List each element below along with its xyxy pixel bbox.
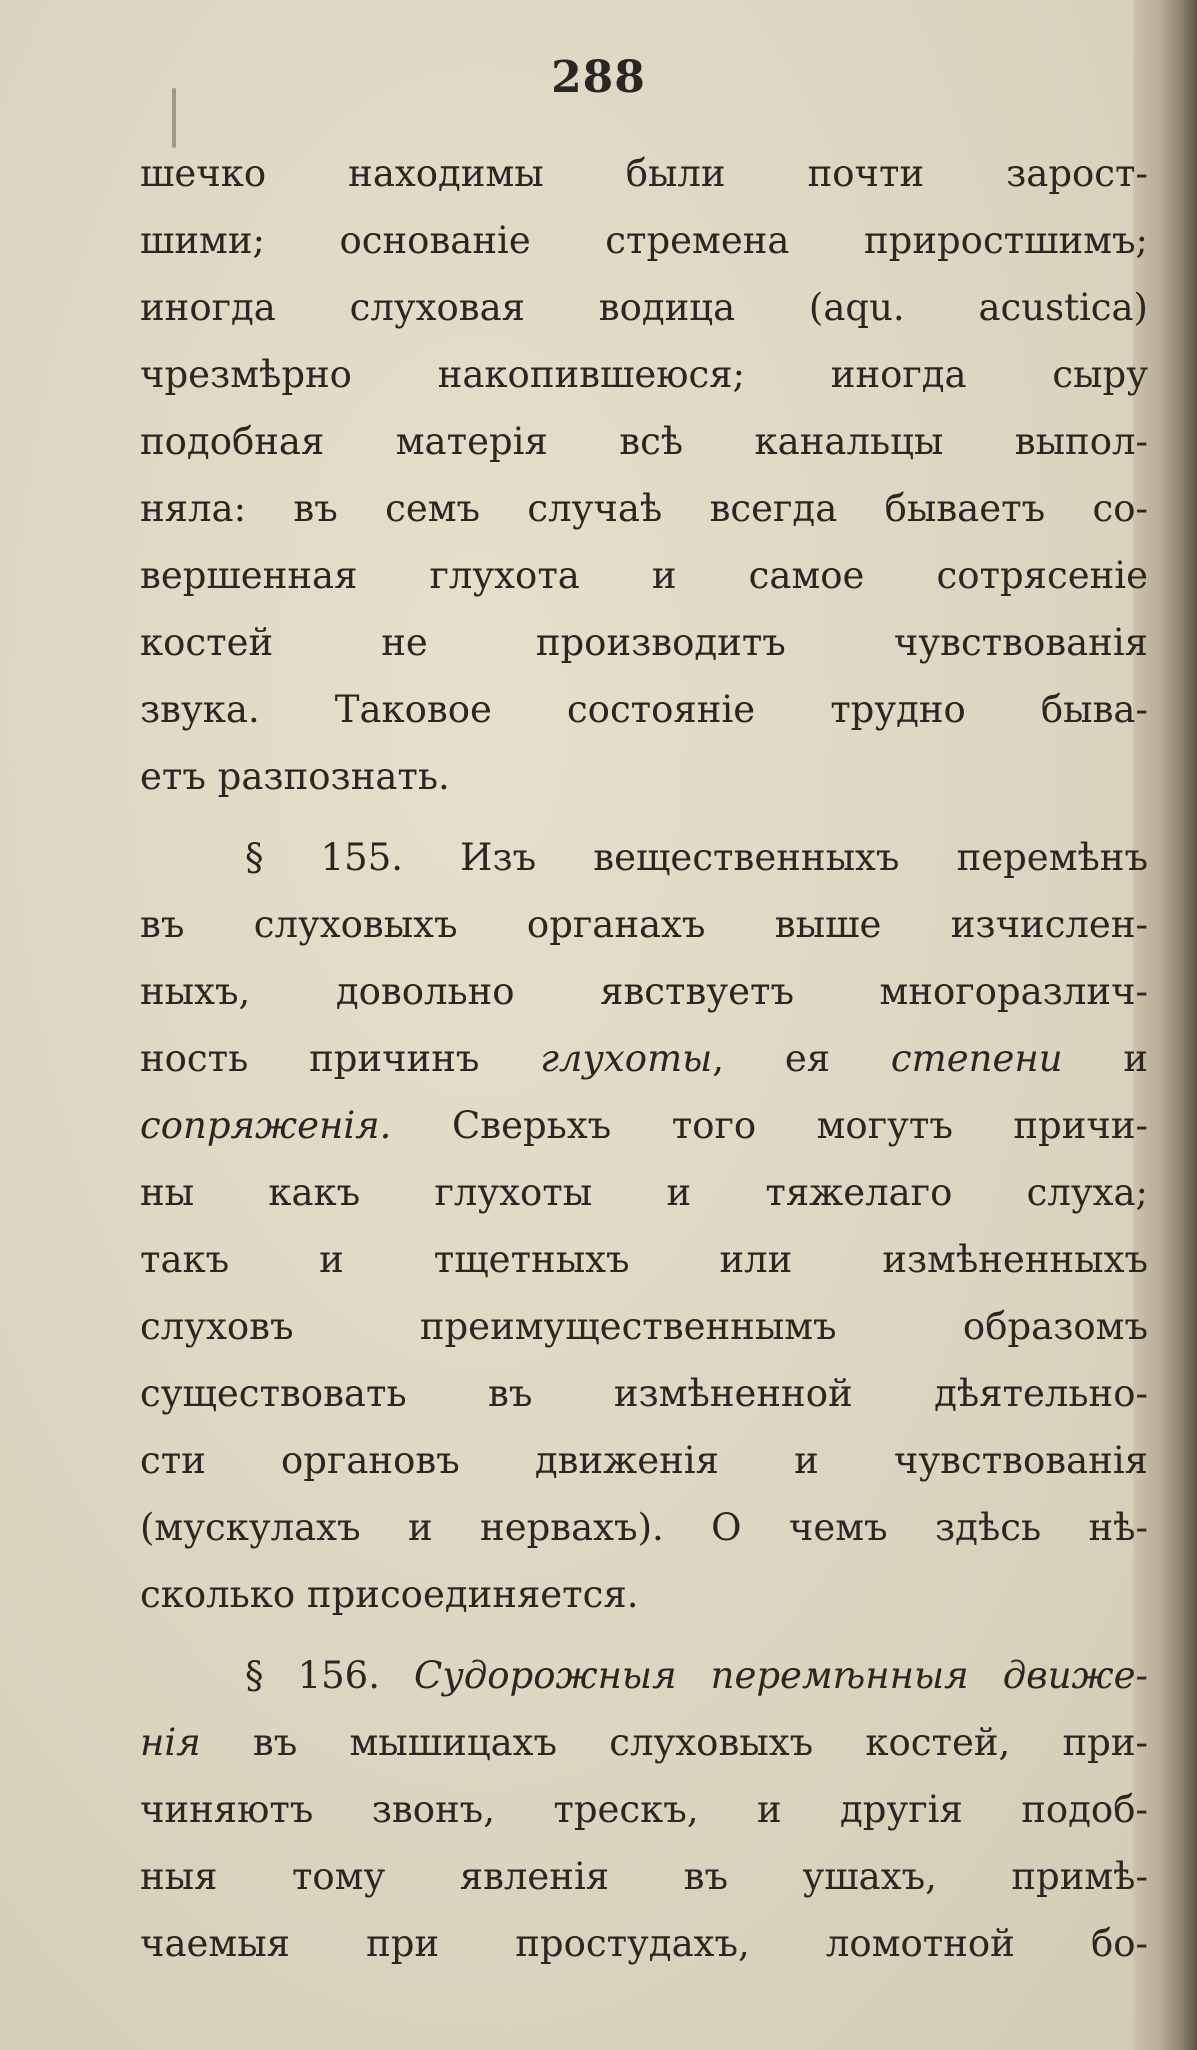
text-line: слуховъ преимущественнымъ образомъ — [140, 1305, 1148, 1348]
text-line: въ слуховыхъ органахъ выше изчислен- — [140, 903, 1148, 946]
text-line: шими; основаніе стремена приростшимъ; — [140, 219, 1148, 262]
text-line: шечко находимы были почти зарост- — [140, 152, 1148, 195]
text-run: въ мышицахъ слуховыхъ костей, при- — [200, 1721, 1148, 1764]
text-line — [140, 1709, 1148, 1776]
text-line: етъ разпознать. — [140, 755, 450, 798]
text-line: иногда слуховая водица (aqu. acustica) — [140, 286, 1148, 329]
text-line: ны какъ глухоты и тяжелаго слуха; — [140, 1171, 1148, 1214]
section-mark: § 156. — [245, 1654, 415, 1697]
text-line: звука. Таковое состояніе трудно быва- — [140, 688, 1148, 731]
body-text — [140, 140, 1148, 1977]
text-line: ныхъ, довольно явствуетъ многоразлич- — [140, 970, 1148, 1013]
section-156-heading-line — [140, 1642, 1148, 1709]
text-line: чиняютъ звонъ, трескъ, и другія подоб- — [140, 1788, 1148, 1831]
italic-term: Судорожныя перемѣнныя движе- — [414, 1654, 1149, 1697]
text-run: Сверьхъ того могутъ причи- — [391, 1104, 1148, 1147]
italic-term: сопряженія. — [140, 1104, 392, 1147]
text-line — [140, 1092, 1148, 1159]
text-run: , ея — [712, 1037, 891, 1080]
text-line: такъ и тщетныхъ или измѣненныхъ — [140, 1238, 1148, 1281]
text-line: существовать въ измѣненной дѣятельно- — [140, 1372, 1148, 1415]
paragraph-gap — [140, 810, 1148, 824]
text-line: вершенная глухота и самое сотрясеніе — [140, 554, 1148, 597]
italic-term: нія — [140, 1721, 201, 1764]
text-line: ныя тому явленія въ ушахъ, примѣ- — [140, 1855, 1148, 1898]
section-155-heading-line: § 155. Изъ вещественныхъ перемѣнъ — [245, 836, 1148, 879]
text-line — [140, 1025, 1148, 1092]
paragraph-gap — [140, 1628, 1148, 1642]
text-line: чаемыя при простудахъ, ломотной бо- — [140, 1922, 1148, 1965]
text-line: подобная матерія всѣ канальцы выпол- — [140, 420, 1148, 463]
text-run: ность причинъ — [140, 1037, 541, 1080]
text-line: сти органовъ движенія и чувствованія — [140, 1439, 1148, 1482]
text-line: чрезмѣрно накопившеюся; иногда сыру — [140, 353, 1148, 396]
text-line: (мускулахъ и нервахъ). О чемъ здѣсь нѣ- — [140, 1506, 1148, 1549]
text-line: няла: въ семъ случаѣ всегда бываетъ со- — [140, 487, 1148, 530]
text-line: сколько присоединяется. — [140, 1573, 639, 1616]
text-run: и — [1062, 1037, 1149, 1080]
italic-term: глухоты — [540, 1037, 713, 1080]
text-line: костей не производитъ чувствованія — [140, 621, 1148, 664]
italic-term: степени — [890, 1037, 1063, 1080]
page-number: 288 — [551, 52, 646, 103]
